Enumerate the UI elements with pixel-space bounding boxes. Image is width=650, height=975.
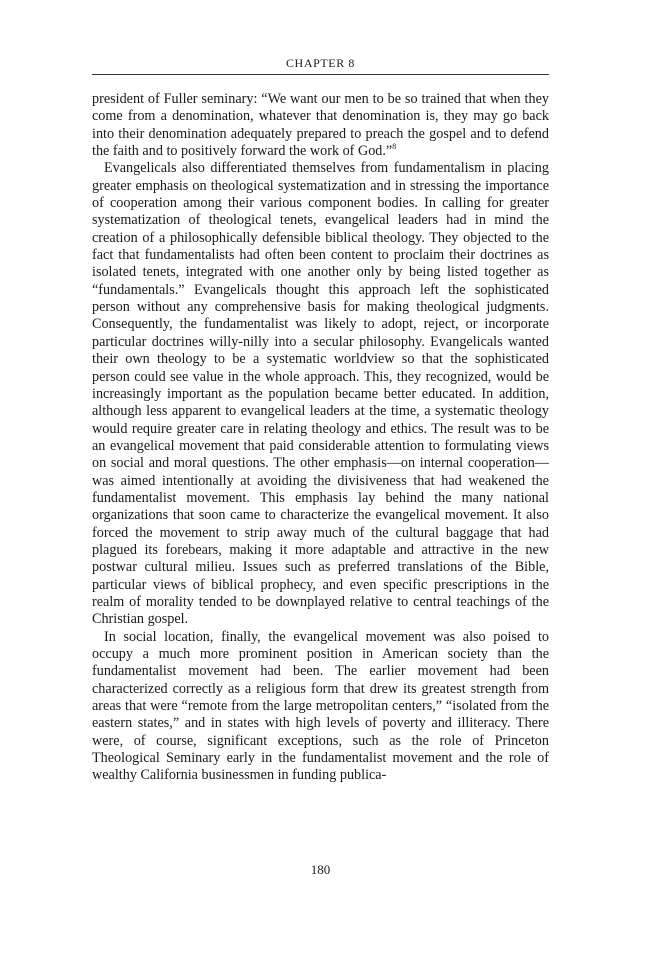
paragraph-2: Evangelicals also differentiated themselves from fundamentalism in placing greater emphasis on theological systematization and in stressing the importance of cooperation among their various component bodies. In calling for greater systematization of theological tenets, evangelical leaders had in mind the creation of a philosophically defensible biblical theology. They objected to the fact that fundamentalists had often been content to proclaim their doctrines as isolated tenets, integrated with one another only by being listed together as “fundamentals.” Evangelicals thought this approach left the sophisticated person without any comprehensive basis for making theological judgments. Consequently, the fundamentalist was likely to adopt, reject, or incorporate particular doctrines willy-nilly into a secular philosophy. Evangelicals wanted their own theology to be a systematic worldview so that the sophisticated person could see value in the whole approach. This, they recognized, would be increasingly important as the population became better educated. In addition, although less apparent to evangelical leaders at the time, a systematic theology would require greater care in relating theology and ethics. The result was to be an evangelical movement that paid considerable attention to formulating views on social and moral questions. The other emphasis—on internal cooperation—was aimed intentionally at avoiding the divisiveness that had weakened the fundamentalist movement. This emphasis lay behind the many national organizations that soon came to characterize the evangelical movement. It also forced the movement to strip away much of the cultural baggage that had plagued its forebears, making it more adaptable and attractive in the new postwar cultural milieu. Issues such as preferred translations of the Bible, particular views of biblical prophecy, and even specific prescriptions in the realm of morality tended to be downplayed relative to central teachings of the Christian gospel. xyxy=(92,160,549,628)
running-head: CHAPTER 8 xyxy=(285,56,356,70)
paragraph-1-text: president of Fuller seminary: “We want our men to be so trained that when they come from a denomination, whatever that denomination is, they may go back into their denomination adequately prepared to preach the gospel and to defend the faith and to positively forward the work of God.” xyxy=(92,91,549,160)
footnote-ref-8: 8 xyxy=(392,142,397,152)
body-text xyxy=(92,91,549,785)
book-page xyxy=(92,0,549,975)
paragraph-1 xyxy=(92,91,549,160)
header-rule xyxy=(92,74,549,75)
paragraph-3: In social location, finally, the evangelical movement was also poised to occupy a much more prominent position in American society than the fundamentalist movement had been. The earlier movement had been characterized correctly as a religious form that drew its greatest strength from areas that were “remote from the large metropolitan centers,” “isolated from the eastern states,” and in states with high levels of poverty and illiteracy. There were, of course, significant exceptions, such as the role of Princeton Theological Seminary early in the fundamentalist movement and the role of wealthy California businessmen in funding publica- xyxy=(92,628,549,784)
page-number: 180 xyxy=(310,862,331,877)
